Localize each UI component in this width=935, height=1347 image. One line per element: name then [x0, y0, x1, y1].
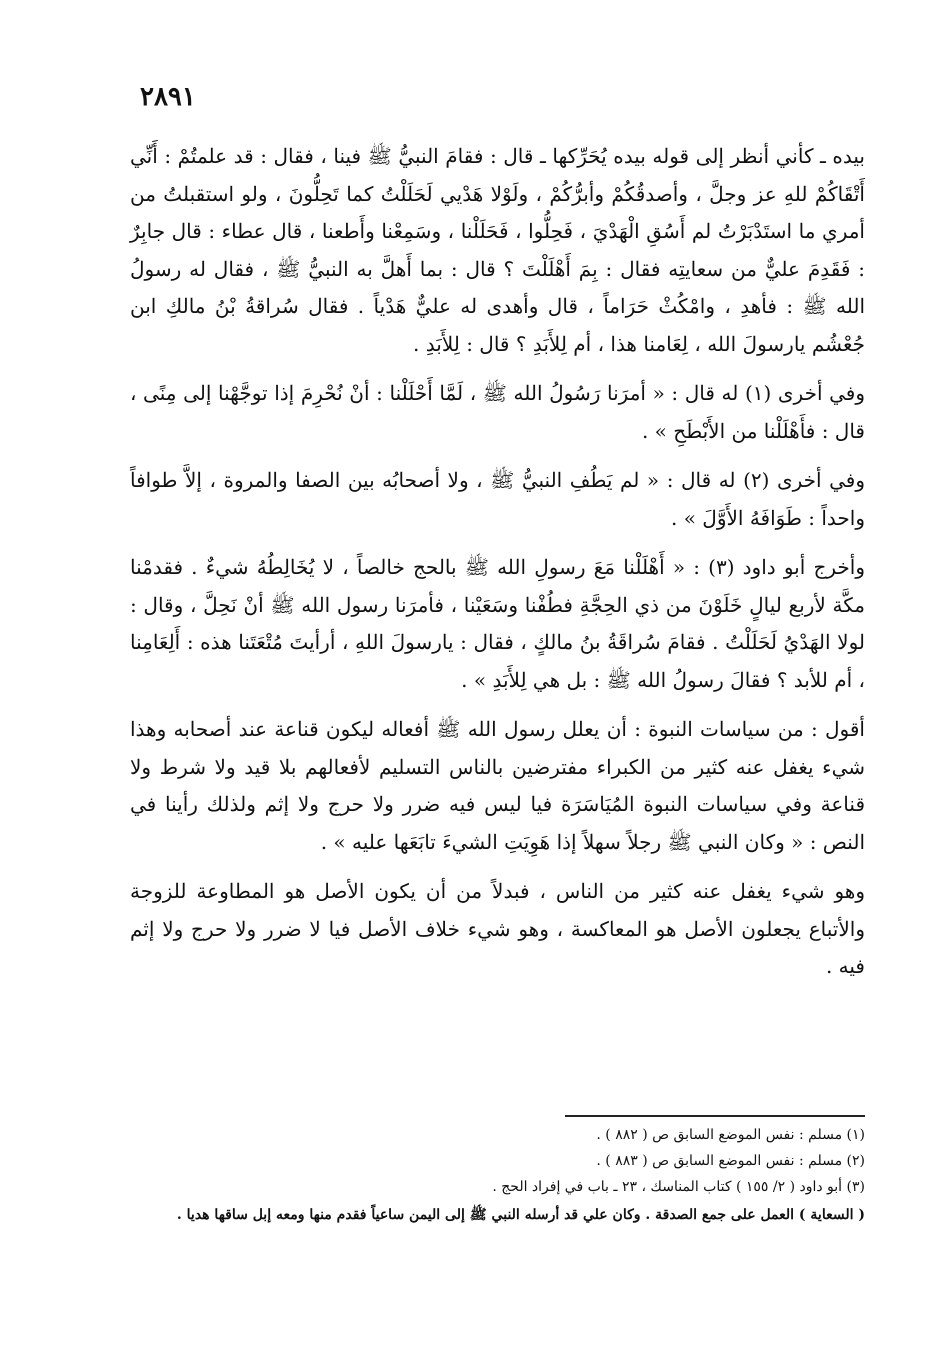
paragraph-other-narration-1: وفي أخرى (١) له قال : « أمرَنا رَسُولُ الله ﷺ ، لَمَّا أَحْلَلْنا : أنْ نُحْرِمَ إذا توجَّهْنا إلى مِنًى ، قال : فأَهْلَلْنا من الأَبْطَحِ » . [130, 381, 865, 443]
paragraph-hadith-jabir: بيده ـ كأني أنظر إلى قوله بيده يُحَرِّكها ـ قال : فقامَ النبيُّ ﷺ فينا ، فقال : قد علمتُمْ : أَنِّي أَتْقَاكُمْ للهِ عز وجلَّ ، وأصدقُكُمْ وأبرُّكُمْ ، ولَوْلا هَدْيي لَحَلَلْتُ كما تَحِلُّونَ ، ولو استقبلتُ من أمري ما استَدْبَرْتُ لم أَسُقِ الْهَدْيَ ، فَحِلُّوا ، فَحَلَلْنا ، وسَمِعْنا وأَطعنا ، قال عطاء : قال جابِرٌ : فَقَدِمَ عليٌّ من سعايتِه فقال : بِمَ أَهْلَلْتَ ؟ قال : بما أَهلَّ به النبيُّ ﷺ ، فقال له رسولُ الله ﷺ : فأهدِ ، وامْكُثْ حَرَاماً ، قال وأهدى له عليٌّ هَدْياً . فقال سُراقةُ بْنُ مالكِ ابن جُعْشُم يارسولَ الله ، لِعَامنا هذا ، أم لِلأَبَدِ ؟ قال : لِلأَبَدِ . [130, 144, 865, 356]
paragraph-abu-dawud: وأخرج أبو داود (٣) : « أَهْلَلْنا مَعَ رسولِ الله ﷺ بالحج خالصاً ، لا يُخَالِطُهُ شيءٌ . فقدمْنا مكَّة لأربع ليالٍ خَلَوْنَ من ذي الحِجَّةِ فطُفْنا وسَعَيْنا ، فأمرَنا رسول الله ﷺ أنْ نَحِلَّ ، وقال : لولا الهَدْيُ لَحَلَلْتُ . فقامَ سُراقَةُ بنُ مالكٍ ، فقال : يارسولَ اللهِ ، أرأيتَ مُتْعَتَنا هذه : أَلِعَامِنا ، أم للأبد ؟ فقالَ رسولُ الله ﷺ : بل هي لِلأَبَدِ » . [130, 555, 865, 692]
footnote-divider [565, 1115, 865, 1117]
page-number: ٢٨٩١ [140, 82, 196, 112]
paragraph-commentary: أقول : من سياسات النبوة : أن يعلل رسول الله ﷺ أفعاله ليكون قناعة عند أصحابه وهذا شيء يغفل عنه كثير من الكبراء مفترضين بالناس التسليم لأفعالهم بلا قيد ولا شرط ولا قناعة وفي سياسات النبوة المُيَاسَرَة فيا ليس فيه ضرر ولا حرج ولا إثم ولذلك رأينا في النص : « وكان النبي ﷺ رجلاً سهلاً إذا هَوِيَتِ الشيءَ تابَعَها عليه » . [130, 717, 865, 854]
footnotes [130, 1122, 865, 1228]
footnote-3: (٣) أبو داود ( ٢/ ١٥٥ ) كتاب المناسك ، ٢٣ ـ باب في إفراد الحج . [492, 1179, 865, 1195]
main-text [130, 138, 865, 998]
paragraph-other-narration-2: وفي أخرى (٢) له قال : « لم يَطُفِ النبيُّ ﷺ ، ولا أصحابُه بين الصفا والمروة ، إلاَّ طوافاً واحداً : طَوَافَهُ الأَوَّلَ » . [130, 468, 866, 530]
glossary-note: ( السعاية ) العمل على جمع الصدقة . وكان علي قد أرسله النبي ﷺ إلى اليمن ساعياً فقدم منها ومعه إبل ساقها هديا . [176, 1207, 865, 1223]
footnote-2: (٢) مسلم : نفس الموضع السابق ص ( ٨٨٣ ) . [596, 1153, 865, 1169]
footnote-1: (١) مسلم : نفس الموضع السابق ص ( ٨٨٢ ) . [596, 1127, 865, 1143]
paragraph-commentary-continued: وهو شيء يغفل عنه كثير من الناس ، فبدلاً من أن يكون الأصل هو المطاوعة للزوجة والأتباع يجعلون الأصل هو المعاكسة ، وهو شيء خلاف الأصل فيا لا ضرر ولا حرج ولا إثم فيه . [130, 879, 865, 978]
